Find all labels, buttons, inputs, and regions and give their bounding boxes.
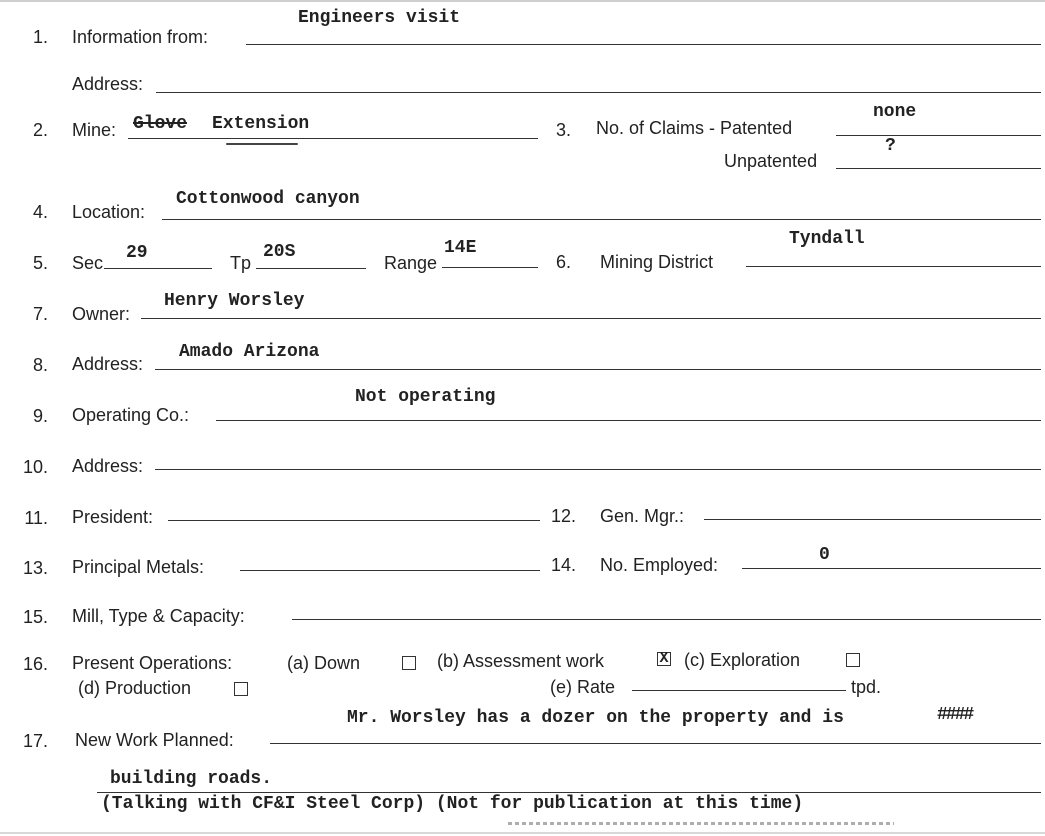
field-11-number: 11. (24, 508, 48, 528)
field-4-number: 4. (32, 202, 48, 222)
field-17-number: 17. (22, 731, 48, 751)
new-work-line-1[interactable]: Mr. Worsley has a dozer on the property and is (347, 708, 844, 728)
location-value[interactable]: Cottonwood canyon (176, 189, 360, 209)
field-9-number: 9. (32, 406, 48, 426)
location-line (162, 219, 1041, 220)
field-3-number: 3. (555, 120, 571, 140)
claims-patented-line (836, 135, 1041, 136)
operating-co-address-label: Address: (72, 456, 144, 476)
production-checkbox[interactable] (234, 682, 248, 696)
owner-address-label: Address: (72, 354, 144, 374)
mine-value[interactable]: Extension (212, 114, 310, 134)
operating-co-address-line[interactable] (155, 469, 1041, 470)
sec-line (104, 268, 212, 269)
claims-unpatented-label: Unpatented (724, 151, 818, 171)
new-work-line-3[interactable]: (Talking with CF&I Steel Corp) (Not for publication at this time) (101, 794, 804, 814)
mining-district-line (746, 266, 1041, 267)
continuation-line (97, 792, 1041, 793)
tp-line (256, 268, 366, 269)
present-operations-label: Present Operations: (72, 653, 233, 673)
claims-unpatented-value[interactable]: ? (885, 136, 896, 156)
sec-label: Sec (72, 253, 104, 273)
field-15-number: 15. (22, 607, 48, 627)
information-from-line (246, 44, 1041, 45)
range-label: Range (384, 253, 438, 273)
new-work-line-2[interactable]: building roads. (110, 769, 273, 789)
field-8-number: 8. (32, 355, 48, 375)
president-line[interactable] (168, 520, 540, 521)
president-label: President: (72, 507, 154, 527)
gen-mgr-line[interactable] (704, 519, 1041, 520)
information-from-value[interactable]: Engineers visit (298, 8, 461, 28)
mine-struck-value: Glove (133, 114, 188, 134)
address-1-line[interactable] (156, 92, 1041, 93)
field-5-number: 5. (32, 253, 48, 273)
mine-line (128, 138, 538, 139)
option-exploration-label: (c) Exploration (684, 650, 801, 670)
option-assessment-label: (b) Assessment work (437, 651, 605, 671)
owner-label: Owner: (72, 304, 131, 324)
field-10-number: 10. (22, 457, 48, 477)
down-checkbox[interactable] (402, 656, 416, 670)
mining-district-value[interactable]: Tyndall (789, 229, 865, 249)
principal-metals-label: Principal Metals: (72, 557, 205, 577)
page-bottom-border (0, 832, 1045, 834)
address-1-label: Address: (72, 74, 144, 94)
sec-value[interactable]: 29 (126, 243, 148, 263)
option-down-label: (a) Down (287, 653, 361, 673)
no-employed-label: No. Employed: (600, 555, 719, 575)
field-1-number: 1. (32, 27, 48, 47)
mining-district-label: Mining District (600, 252, 714, 272)
underline-mark (226, 143, 298, 145)
tp-label: Tp (230, 253, 252, 273)
claims-patented-label: No. of Claims - Patented (596, 118, 793, 138)
new-work-planned-label: New Work Planned: (75, 730, 234, 750)
owner-address-value[interactable]: Amado Arizona (179, 342, 320, 362)
exploration-checkbox[interactable] (846, 653, 860, 667)
page-top-border (0, 0, 1045, 2)
field-12-number: 12. (550, 506, 576, 526)
range-line (442, 267, 538, 268)
no-employed-line (742, 568, 1041, 569)
operating-co-label: Operating Co.: (72, 405, 190, 425)
rate-label: (e) Rate (550, 677, 616, 697)
mine-label: Mine: (72, 120, 117, 140)
field-13-number: 13. (22, 558, 48, 578)
field-7-number: 7. (32, 304, 48, 324)
tpd-label: tpd. (851, 677, 882, 697)
rate-line[interactable] (632, 690, 846, 691)
field-6-number: 6. (555, 252, 571, 272)
new-work-planned-line (270, 743, 1041, 744)
overstrike-text: #### (937, 705, 973, 725)
mill-type-line[interactable] (292, 619, 1041, 620)
owner-line (141, 318, 1041, 319)
gen-mgr-label: Gen. Mgr.: (600, 506, 685, 526)
location-label: Location: (72, 202, 146, 222)
mill-type-label: Mill, Type & Capacity: (72, 606, 245, 626)
tp-value[interactable]: 20S (263, 242, 296, 262)
field-14-number: 14. (550, 555, 576, 575)
claims-unpatented-line (836, 168, 1041, 169)
claims-patented-value[interactable]: none (873, 102, 917, 122)
owner-value[interactable]: Henry Worsley (164, 291, 305, 311)
principal-metals-line[interactable] (240, 570, 540, 571)
field-16-number: 16. (22, 654, 48, 674)
option-production-label: (d) Production (78, 678, 192, 698)
operating-co-line (216, 420, 1041, 421)
range-value[interactable]: 14E (444, 238, 477, 258)
assessment-checkbox[interactable]: X (657, 652, 671, 666)
field-2-number: 2. (32, 120, 48, 140)
information-from-label: Information from: (72, 27, 209, 47)
smudged-underline (508, 822, 894, 825)
owner-address-line (155, 369, 1041, 370)
operating-co-value[interactable]: Not operating (355, 387, 496, 407)
no-employed-value[interactable]: 0 (819, 545, 830, 565)
